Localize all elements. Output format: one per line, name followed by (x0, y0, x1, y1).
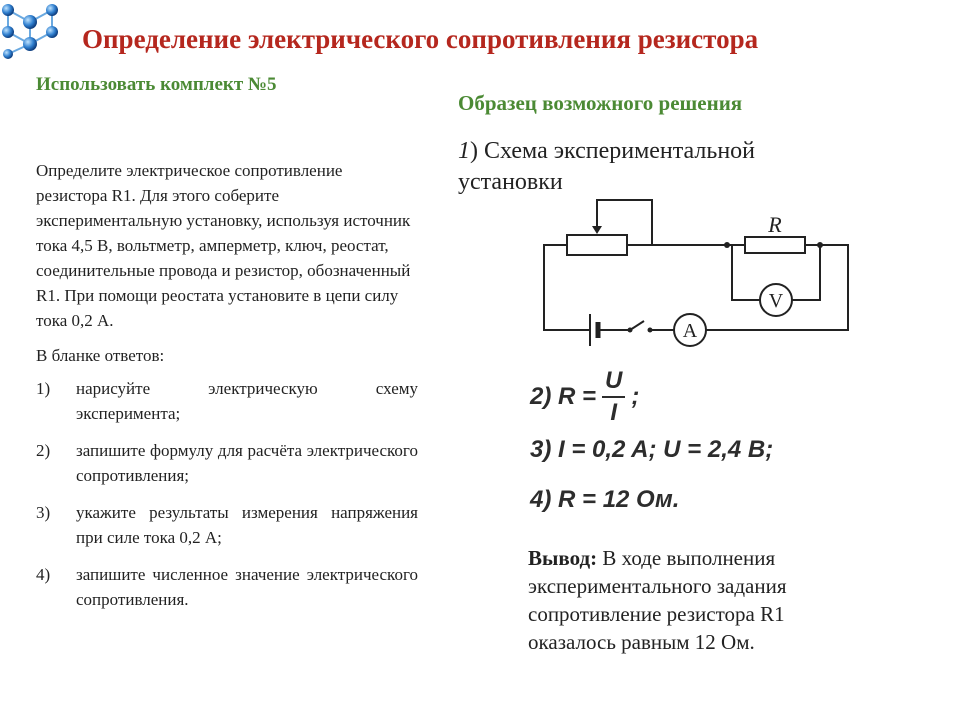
rheostat-slider-wire (597, 200, 652, 245)
list-item (36, 438, 418, 488)
step-text: укажите результаты измерения напряжения при силе тока 0,2 А; (76, 503, 418, 547)
node (724, 242, 730, 248)
fraction-denominator: I (610, 399, 618, 426)
wire (544, 245, 590, 330)
steps-list (36, 376, 418, 612)
molecule-logo-icon (0, 0, 80, 64)
slider-arrow (592, 226, 602, 234)
step-number: 4) (36, 565, 51, 584)
step-text: запишите численное значение электрического сопротивления. (76, 565, 418, 609)
list-item (36, 562, 418, 612)
task-intro: Определите электрическое сопротивление резистора R1. Для этого соберите экспериментальную установку, используя источник тока 4,5 В, вольтметр, амперметр, ключ, реостат, соединительные провода и резистор, обозначенный R1. При помощи реостата установите в цепи силу тока 0,2 А. (36, 161, 411, 330)
solution-subtitle: Образец возможного решения (458, 91, 743, 115)
node (817, 242, 823, 248)
task-column (36, 158, 418, 624)
answers-label: В бланке ответов: (36, 346, 165, 365)
formula-resistance (530, 362, 639, 432)
step-text: запишите формулу для расчёта электрического сопротивления; (76, 441, 418, 485)
page-title: Определение электрического сопротивления резистора (82, 24, 759, 54)
list-item (36, 500, 418, 550)
resistor-r (745, 237, 805, 253)
schema-caption (458, 136, 818, 198)
voltmeter-label: V (768, 290, 784, 312)
conclusion-text: В ходе выполнения экспериментального задания сопротивление резистора R1 оказалось равным 12 Ом. (528, 546, 787, 654)
schema-caption-text: ) Схема экспериментальной установки (458, 138, 756, 195)
step-number: 2) (36, 441, 51, 460)
schema-number: 1 (458, 138, 470, 164)
ammeter-label: A (682, 320, 698, 342)
switch-contact (648, 328, 653, 333)
step-number: 3) (36, 503, 51, 522)
rheostat-resistor (567, 235, 627, 255)
circuit-diagram (530, 190, 860, 365)
step-text: нарисуйте электрическую схему эксперимента; (76, 379, 418, 423)
switch-contact (628, 328, 633, 333)
logo (0, 0, 80, 64)
battery (590, 314, 598, 346)
kit-subtitle: Использовать комплект №5 (36, 74, 277, 95)
formula-suffix: ; (631, 383, 640, 410)
fraction-numerator: U (602, 366, 625, 398)
formula-prefix: 2) R = (530, 383, 597, 410)
step-number: 1) (36, 379, 51, 398)
formula-measurements: 3) I = 0,2 A; U = 2,4 B; (530, 436, 774, 463)
resistor-label: R (768, 212, 782, 237)
conclusion-label: Вывод: (528, 546, 598, 570)
fraction (602, 366, 625, 428)
formula-result: 4) R = 12 Ом. (530, 486, 680, 513)
list-item (36, 376, 418, 426)
conclusion (528, 544, 848, 656)
